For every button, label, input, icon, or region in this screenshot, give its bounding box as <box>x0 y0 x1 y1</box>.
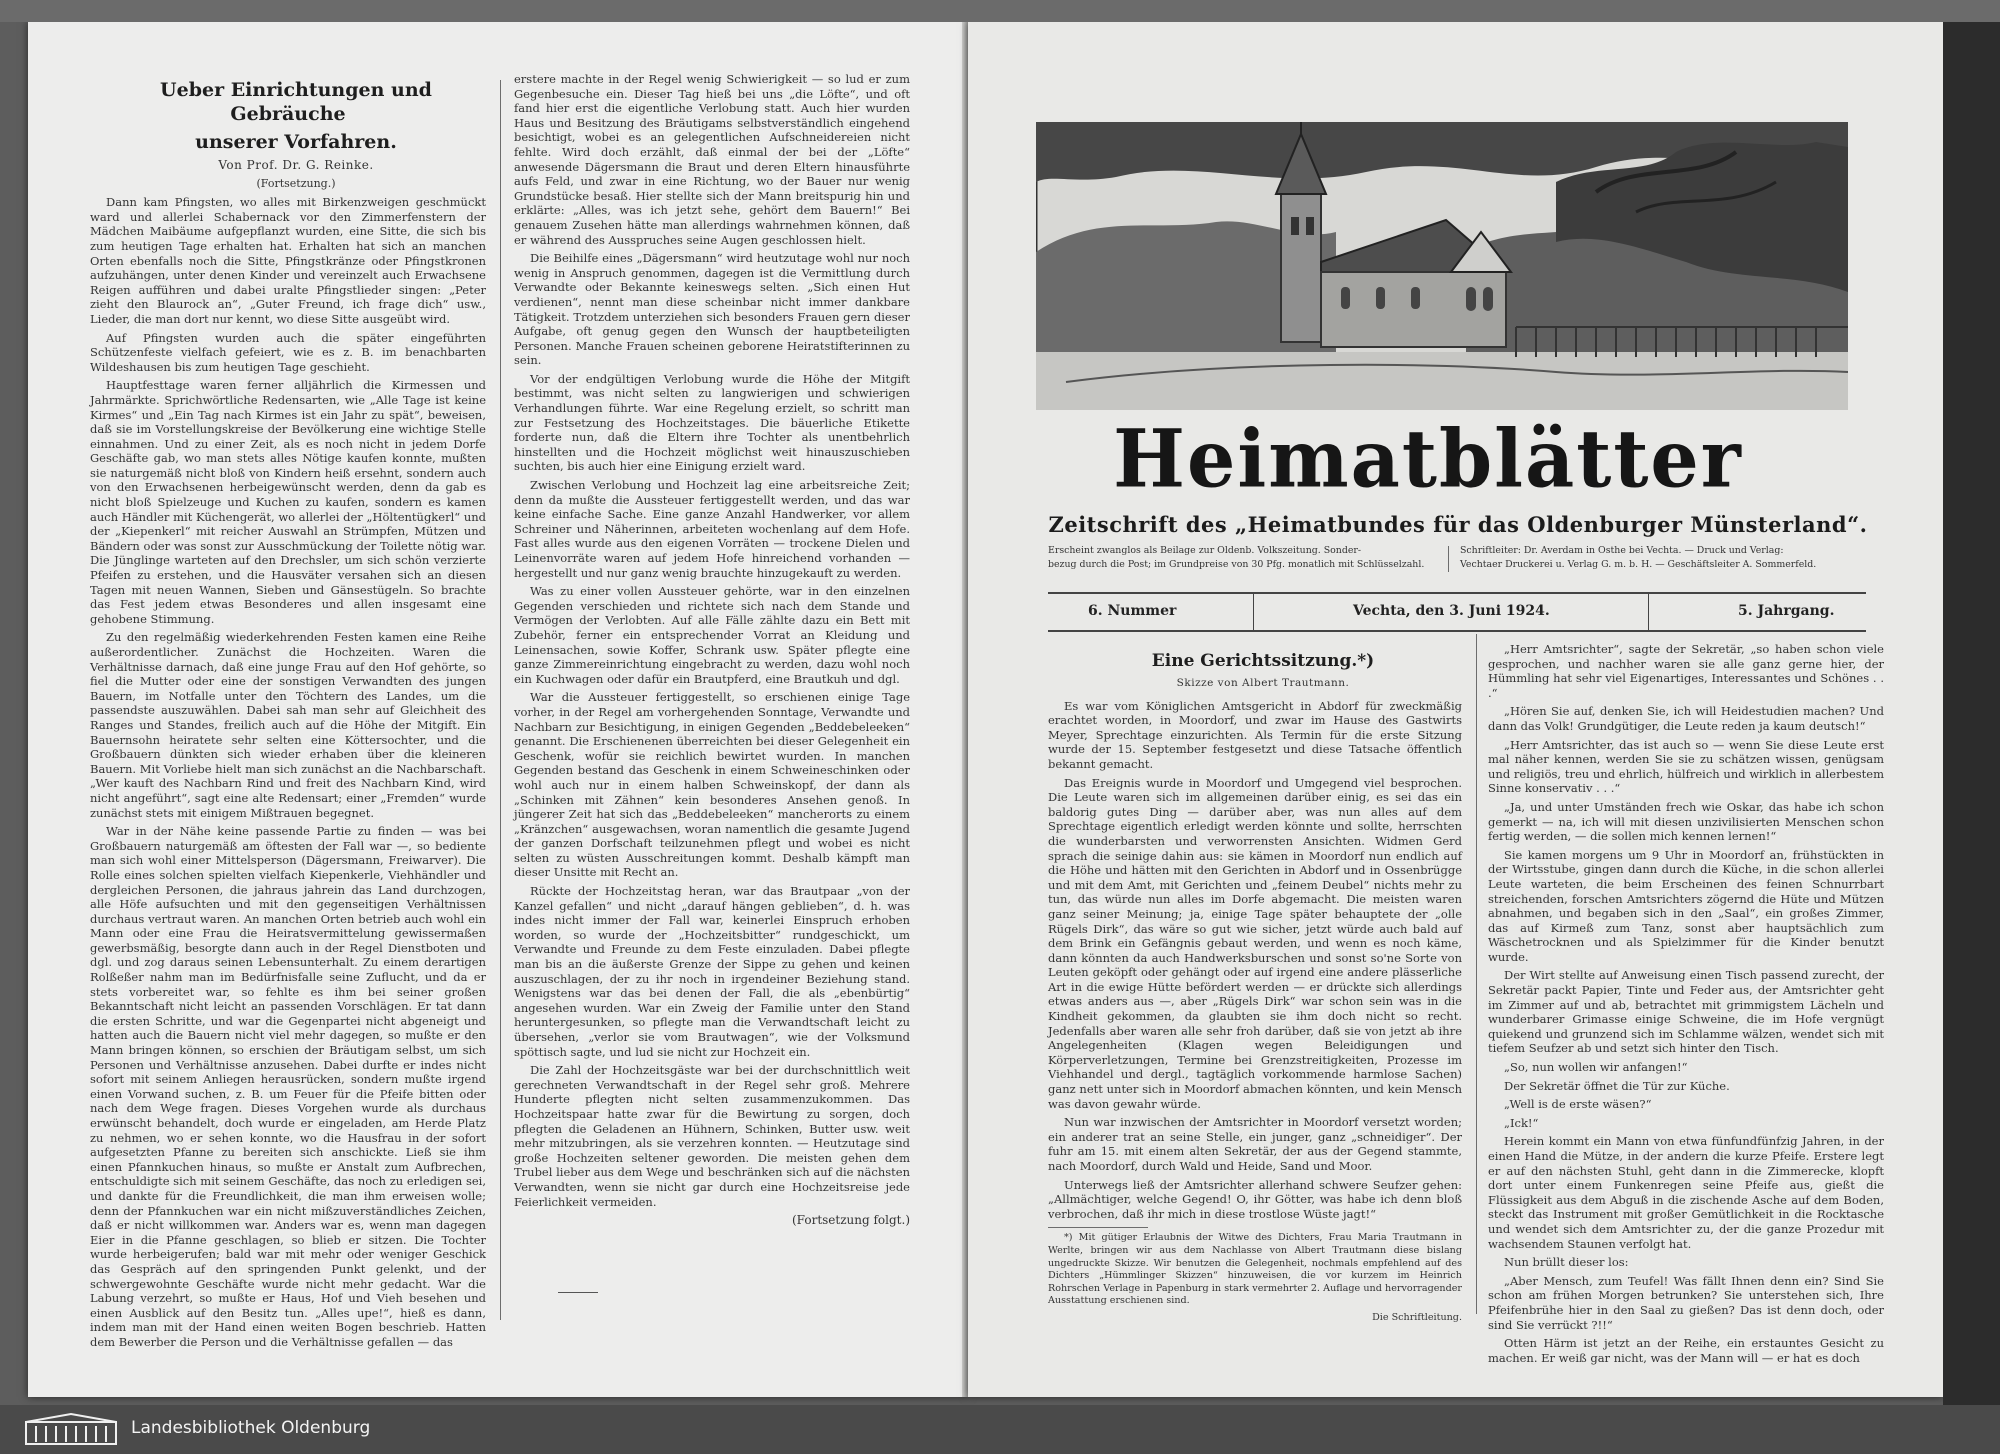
church-landscape-illustration <box>1036 122 1848 410</box>
story-byline: Skizze von Albert Trautmann. <box>1176 677 1350 689</box>
publication-info <box>1048 544 1438 572</box>
issue-divider <box>1253 594 1254 630</box>
footnote-signature: Die Schriftleitung. <box>1372 1311 1462 1323</box>
article-column-2 <box>514 72 910 1232</box>
paragraph: Unterwegs ließ der Amtsrichter allerhand schwere Seufzer gehen: „Allmächtiger, welche Gegend! O, ihr Götter, was habe ich denn bloß verbrochen, daß ihr mich in diese trostlose Wüste jagt!“ <box>1048 1177 1462 1221</box>
footer-label: Landesbibliothek Oldenburg <box>131 1418 371 1438</box>
paragraph: Der Wirt stellte auf Anweisung einen Tisch passend zurecht, der Sekretär packt Papier, Tinte und Feder aus, der Amtsrichter geht im Zimmer auf und ab, betrachtet mit grimmigstem Lächeln und wunderbarer Grimasse einige Schweine, die im Hofe vergnügt quiekend und grunzend sich im Schlamme wälzen, wendet sich mit tiefem Seufzer ab und setzt sich hinter den Tisch. <box>1488 968 1884 1056</box>
scan-edge-top <box>0 0 2000 22</box>
story-title: Eine Gerichtssitzung.*) <box>1151 651 1375 671</box>
paragraph: „Ick!“ <box>1504 1115 1539 1130</box>
scan-edge-right <box>1943 0 2000 1405</box>
library-building-icon <box>24 1412 118 1446</box>
paragraph: Nun brüllt dieser los: <box>1504 1255 1629 1270</box>
paragraph: Hauptfesttage waren ferner alljährlich die Kirmessen und Jahrmärkte. Sprichwörtliche Redensarten, wie „Alle Tage ist keine Kirmes“ und „Ein Tag nach Kirmes ist ein Jahr zu spät“, beweisen, daß sie im Vorstellungskreise der Bevölkerung eine wichtige Stelle einnahmen. Und zu einer Zeit, als es noch nicht in jedem Dorfe Geschäfte gab, wo man stets alles Nötige kaufen konnte, mußten sie naturgemäß nicht bloß von Kindern heiß ersehnt, sondern auch von den Erwachsenen herbeigewünscht werden, denn da gab es nicht bloß Spielzeuge und Kuchen zu kaufen, sondern es kamen auch Händler mit Küchengerät, wo allerlei der „Höltentügkerl“ und der „Kiepenkerl“ mit reicher Auswahl an Strümpfen, Mützen und Bändern oder was sonst zur Ausschmückung der Toilette nötig war. Die Jünglinge warteten auf den Drechsler, um sich schön verzierte Pfeifen zu erstehen, und die Hausväter versahen sich an diesen Tagen mit neuen Wannen, Sieben und Gänsestügeln. So brachte das Fest jedem etwas Besonderes und allen insgesamt eine gehobene Stimmung. <box>90 378 486 626</box>
article-continuation: (Fortsetzung.) <box>256 176 336 190</box>
paragraph: Die Zahl der Hochzeitsgäste war bei der durchschnittlich weit gerechneten Verwandtschaft in der Regel sehr groß. Mehrere Hunderte pflegten nicht selten zusammenzukommen. Das Hochzeitspaar hatte zwar für die Bewirtung zu sorgen, doch pflegten die Geladenen an Hühnern, Schinken, Butter usw. weit mehr mitzubringen, als sie verzehren konnten. — Heutzutage sind große Hochzeiten seltener geworden. Die meisten gehen dem Trubel lieber aus dem Wege und beschränken sich auf die nächsten Verwandten, wenn sie nicht gar durch eine Hochzeitsreise jede Feierlichkeit vermeiden. <box>514 1063 910 1209</box>
paragraph: Es war vom Königlichen Amtsgericht in Abdorf für zweckmäßig erachtet worden, in Moordorf, und zwar im Hause des Gastwirts Meyer, Sprechtage einzurichten. Als Termin für die erste Sitzung wurde der 15. September festgesetzt und diese Tatsache öffentlich bekannt gemacht. <box>1048 698 1462 771</box>
issue-year: 5. Jahrgang. <box>1738 603 1835 619</box>
paragraph: Der Sekretär öffnet die Tür zur Küche. <box>1504 1078 1730 1093</box>
paragraph: Zwischen Verlobung und Hochzeit lag eine arbeitsreiche Zeit; denn da mußte die Aussteuer fertiggestellt werden, und das war keine einfache Sache. Eine ganze Anzahl Handwerker, vor allem Schreiner und Näherinnen, arbeiteten wochenlang auf dem Hofe. Fast alles wurde aus den eigenen Vorräten — trockene Dielen und Leinenvorräte waren auf jedem Hofe hinreichend vorhanden — hergestellt und nur ganz wenig brauchte hinzugekauft zu werden. <box>514 478 910 580</box>
paragraph: War die Aussteuer fertiggestellt, so erschienen einige Tage vorher, in der Regel am vorhergehenden Sonntage, Verwandte und Nachbarn zur Besichtigung, in einigen Gegenden „Beddebeleeken“ genannt. Die Erschienenen überreichten bei dieser Gelegenheit ein Geschenk, wofür sie reichlich bewirtet wurden. In manchen Gegenden bestand das Geschenk in einem Schweineschinken oder wohl auch nur in einem halben Schweinskopf, der dann als „Schinken mit Zähnen“ kein besonderes Ansehen genoß. In jüngerer Zeit hat sich das „Beddebeleeken“ mancherorts zu einem „Kränzchen“ ausgewachsen, woran namentlich die gesamte Jugend der ganzen Dorfschaft teilzunehmen pflegt und wobei es nicht selten zu wüsten Ausschreitungen kommt. Deshalb kämpft man dieser Unsitte mit Recht an. <box>514 690 910 880</box>
column-divider <box>500 80 501 1320</box>
end-rule <box>558 1292 598 1293</box>
paragraph: Zu den regelmäßig wiederkehrenden Festen kamen eine Reihe außerordentlicher. Zunächst die Hochzeiten. Waren die Verhältnisse darnach, daß eine junge Frau auf den Hof gehörte, so fiel die Mutter oder eine der sonstigen Verwandten des jungen Bauern, im Notfalle unter den Töchtern des Landes, um die passendste auszuwählen. Dabei sah man sehr auf Gleichheit des Ranges und Standes, freilich auch auf die Höhe der Mitgift. Ein Bauernsohn heiratete sehr selten eine Köttersochter, und die Großbauern dünkten sich wieder erhaben über die kleineren Bauern. Mit Vorliebe hielt man sich zunächst an die Nachbarschaft. „Wer kauft des Nachbarn Rind und freit des Nachbarn Kind, wird nicht angeführt“, sagt eine alte Redensart; einer „Fremden“ wurde zunächst stets mit einigem Mißtrauen begegnet. <box>90 630 486 820</box>
issue-divider <box>1648 594 1649 630</box>
story-column-2 <box>1488 642 1884 1369</box>
issue-place-date: Vechta, den 3. Juni 1924. <box>1353 603 1550 619</box>
article-byline: Von Prof. Dr. G. Reinke. <box>218 158 374 172</box>
paragraph: „Hören Sie auf, denken Sie, ich will Heidestudien machen? Und dann das Volk! Grundgütiger, die Leute reden ja kaum deutsch!“ <box>1488 704 1884 733</box>
masthead-title: Heimatblätter <box>1113 411 1743 506</box>
left-page <box>28 22 968 1397</box>
paragraph: Herein kommt ein Mann von etwa fünfundfünfzig Jahren, in der einen Hand die Mütze, in der andern die kurze Pfeife. Erstere legt er auf den nächsten Stuhl, geht dann in die Zimmerecke, klopft dort unter einem Funkenregen seine Pfeife aus, gießt die Flüssigkeit aus dem Abguß in die zischende Asche auf dem Boden, steckt das Instrument mit großer Gemütlichkeit in die Rocktasche und wendet sich dem Amtsrichter zu, der die ganze Prozedur mit wachsendem Staunen verfolgt hat. <box>1488 1134 1884 1251</box>
paragraph: Die Beihilfe eines „Dägersmann“ wird heutzutage wohl nur noch wenig in Anspruch genommen, dagegen ist die Vermittlung durch Verwandte oder Bekannte keineswegs selten. „Sich einen Hut verdienen“, nennt man diese scheinbar nicht immer dankbare Tätigkeit. Trotzdem unterziehen sich besonders Frauen gern dieser Aufgabe, oft genug gegen den Wunsch der hauptbeteiligten Personen. Manche Frauen scheinen geborene Heiratstifterinnen zu sein. <box>514 251 910 368</box>
paragraph: Auf Pfingsten wurden auch die später eingeführten Schützenfeste vielfach gefeiert, wie es z. B. im benachbarten Wildeshausen bis zum heutigen Tage geschieht. <box>90 330 486 374</box>
publication-info-line2: bezug durch die Post; im Grundpreise von 30 Pfg. monatlich mit Schlüsselzahl. <box>1048 559 1425 570</box>
paragraph: „Aber Mensch, zum Teufel! Was fällt Ihnen denn ein? Sind Sie schon am frühen Morgen betrunken? Sie unterstehen sich, Ihre Pfeifenbrühe hier in den Saal zu gießen? Das ist denn doch, oder sind Sie verrückt ?!!“ <box>1488 1273 1884 1332</box>
paragraph: Das Ereignis wurde in Moordorf und Umgegend viel besprochen. Die Leute waren sich im allgemeinen darüber einig, es sei das ein baldorig gutes Ding — darüber aber, was nun alles auf dem Sprechtage eigentlich erledigt werden könnte und sollte, herrschten die wunderbarsten und verworrensten Ansichten. Widmen Gerd sprach die seinige dahin aus: sie kämen in Moordorf nun endlich auf die Höhe und hätten mit den Gerichten in Abdorf und in Ossenbrügge und mit dem Amt, mit Gerichten und „feinem Deubel“ nichts mehr zu tun, das würde nun alles im Dorfe abgemacht. Die meisten waren ganz seiner Meinung; ja, einige Tage später behauptete der „olle Rügels Dirk“, das wäre so gut wie sicher, jetzt würde auch bald auf dem Brink ein Gefängnis gebaut werden, und wenn es noch käme, dann könnten da auch Handwerksburschen und sonst so'ne Sorte von Leuten geköpft oder gehängt oder auf irgend eine andere plässerliche Art in die ewige Hütte befördert werden — er drückte sich allerdings etwas anders aus —, aber „Rügels Dirk“ war schon sein was in die Kindheit gekommen, da glaubten sie ihm doch nicht so recht. Jedenfalls aber waren alle sehr froh darüber, daß sie von jetzt ab ihre Angelegenheiten (Klagen wegen Beleidigungen und Körperverletzungen, Termine bei Grenzstreitigkeiten, Prozesse im Viehhandel und dergl., tagtäglich vorkommende harmlose Sachen) ganz nett unter sich in Moordorf abmachen könnten, und kein Mensch was davon gewahr würde. <box>1048 775 1462 1111</box>
editor-info-line2: Vechtaer Druckerei u. Verlag G. m. b. H. — Geschäftsleiter A. Sommerfeld. <box>1460 559 1817 570</box>
article-column-1 <box>90 78 486 1354</box>
right-page <box>968 22 1943 1397</box>
paragraph: Was zu einer vollen Aussteuer gehörte, war in den einzelnen Gegenden verschieden und richtete sich nach dem Stande und Vermögen der Verlobten. Auf alle Fälle zählte dazu ein Bett mit Zubehör, ferner ein entsprechender Vorrat an Kleidung und Leinensachen, sowie Koffer, Schrank usw. Später pflegte eine ganze Zimmereinrichtung eingebracht zu werden, dazu wohl noch ein Kuchwagen oder dafür ein Brautpferd, eine Brautkuh und dgl. <box>514 584 910 686</box>
issue-number: 6. Nummer <box>1088 603 1177 619</box>
editor-info-line1: Schriftleiter: Dr. Averdam in Osthe bei Vechta. — Druck und Verlag: <box>1460 545 1784 556</box>
paragraph: „Ja, und unter Umständen frech wie Oskar, das habe ich schon gemerkt — na, ich will mit diesen unzivilisierten Menschen schon fertig werden, — die sollen mich kennen lernen!“ <box>1488 799 1884 844</box>
paragraph: Sie kamen morgens um 9 Uhr in Moordorf an, frühstückten in der Wirtsstube, gingen dann durch die Küche, in die schon allerlei Leute warteten, die beim Erscheinen des feinen Schnurrbart streichenden, forschen Amtsrichters zögernd die Hüte und Mützen abnahmen, und begaben sich in den „Saal“, ein großes Zimmer, das auf Kirmeß zum Tanz, sonst aber hauptsächlich zum Wäschetrocknen und als Spielzimmer für die Kinder benutzt wurde. <box>1488 847 1884 964</box>
info-divider <box>1448 546 1449 572</box>
footnote: *) Mit gütiger Erlaubnis der Witwe des Dichters, Frau Maria Trautmann in Werlte, bringen wir aus dem Nachlasse von Albert Trautmann diese bislang ungedruckte Skizze. Wir benutzen die Gelegenheit, nochmals empfehlend auf des Dichters „Hümmlinger Skizzen“ hinzuweisen, die vor kurzem im Heinrich Rohrschen Verlage in Papenburg in stark vermehrter 2. Auflage und hervorragender Ausstattung erschienen sind. <box>1048 1232 1462 1307</box>
paragraph: „Well is de erste wäsen?“ <box>1504 1097 1652 1112</box>
paragraph: Dann kam Pfingsten, wo alles mit Birkenzweigen geschmückt ward und allerlei Schabernack vor den Zimmerfenstern der Mädchen Maibäume aufgepflanzt wurden, eine Sitte, die sich bis zum heutigen Tage erhalten hat. Erhalten hat sich an manchen Orten ebenfalls noch die Sitte, Pfingstkränze oder Pfingstkronen aufzuhängen, unter denen Kinder und vereinzelt auch Erwachsene Reigen aufführen und dabei uralte Pfingstlieder singen: „Peter zieht den Blaurock an“, „Guter Freund, ich frage dich“ usw., Lieder, die man dort nur kennt, wo diese Sitte ausgeübt wird. <box>90 195 486 326</box>
issue-bar <box>1048 592 1866 632</box>
paragraph: „Herr Amtsrichter, das ist auch so — wenn Sie diese Leute erst mal näher kennen, werden Sie sie zu schätzen wissen, genügsam und religiös, treu und ehrlich, hülfreich und wirklich in allerbestem Sinne konservativ . . .“ <box>1488 737 1884 796</box>
paragraph: Otten Härm ist jetzt an der Reihe, ein erstauntes Gesicht zu machen. Er weiß gar nicht, was der Mann will — er hat es doch <box>1488 1336 1884 1365</box>
to-be-continued-note: (Fortsetzung folgt.) <box>792 1213 910 1228</box>
paragraph: erstere machte in der Regel wenig Schwierigkeit — so lud er zum Gegenbesuche ein. Dieser Tag hieß bei uns „die Löfte“, und oft fand hier erst die eigentliche Verlobung statt. Auch hier wurden Haus und Besitzung des Bräutigams selbstverständlich eingehend besichtigt, wobei es an gelegentlichen Aufschneidereien nicht fehlte. Wird doch erzählt, daß einmal der bei der „Löfte“ anwesende Dägersmann die Braut und deren Eltern hinausführte aufs Feld, und zwar in eine Richtung, wo der Bauer nur wenig Grundstücke besaß. Hier stellte sich der Mann breitspurig hin und erklärte: „Alles, was ich jetzt sehe, gehört dem Bauern!“ Bei genauem Zusehen hätte man allerdings wahrnehmen können, daß er während des Ausspruches seine Augen geschlossen hielt. <box>514 72 910 247</box>
column-divider <box>1476 634 1477 1314</box>
article-title-line2: unserer Vorfahren. <box>195 131 397 153</box>
footnote-rule <box>1048 1227 1148 1228</box>
paragraph: War in der Nähe keine passende Partie zu finden — was bei Großbauern naturgemäß am öftesten der Fall war —, so bediente man sich wohl einer Mittelsperson (Dägersmann, Freiwarver). Die Rolle eines solchen spielten vielfach Kiepenkerle, Viehhändler und dergleichen Personen, die jahraus jahrein das Land durchzogen, alle Höfe aufsuchten und mit den gegenseitigen Verhältnissen durchaus vertraut waren. An manchen Orten betrieb auch wohl ein Mann oder eine Frau die Heiratsvermittelung gewissermaßen gewerbsmäßig, besorgte dann auch in der Regel Dienstboten und dgl. und zog daraus seinen Lebensunterhalt. Zu einem derartigen Rolßeßer nahm man im Bedürfnisfalle seine Zuflucht, und da er stets vorbereitet war, so fehlte es ihm bei seiner großen Bekanntschaft nicht leicht an passenden Vorschlägen. Er tat dann die ersten Schritte, und war die Gegenpartei nicht abgeneigt und hatten auch die Bauern nicht viel mehr dagegen, so mußte er den Mann bringen können, so erschien der Bräutigam selbst, um sich Personen und Verhältnisse anzusehen. Dabei durfte er indes nicht sofort mit seinem Anliegen herausrücken, sondern mußte irgend einen Vorwand suchen, z. B. um Feuer für die Pfeife bitten oder nach dem Wege fragen. Dieses Vorgehen wurde als durchaus erwünscht behandelt, doch wurde er eingeladen, am Herde Platz zu nehmen, wo er sehen konnte, wo die Hausfrau in der sofort aufgesetzten Pfanne zu bereiten sich anschickte. Ließ sie ihm einen Pfannkuchen hinaus, so mußte er Anstalt zum Aufbrechen, entschuldigte sich mit seinem Geschäfte, das noch zu erledigen sei, und dankte für die Freundlichkeit, die man ihm erweisen wolle; denn der Pfannkuchen war ein nicht mißzuverständliches Zeichen, daß er nicht willkommen war. Anders war es, wenn man dagegen Eier in die Pfanne geschlagen, so blieb er sitzen. Die Tochter wurde herbeigerufen; bald war mit mehr oder weniger Geschick das Gespräch auf den springenden Punkt gelenkt, und der schwergewohnte Geschäfte wurde nicht mehr gedacht. War die Labung verzehrt, so mußte er Haus, Hof und Vieh besehen und einen Ausblick auf den Besitz tun. „Alles upe!“, hieß es dann, indem man mit der Hand einen weiten Bogen beschrieb. Hatten dem Bewerber die Person und die Verhältnisse gefallen — das <box>90 824 486 1349</box>
article-title-line1: Ueber Einrichtungen und Gebräuche <box>160 79 432 125</box>
editor-info <box>1460 544 1870 572</box>
paragraph: „Herr Amtsrichter“, sagte der Sekretär, „so haben schon viele gesprochen, und nachher waren sie alle ganz gerne hier, der Hümmling hat sehr viel Eigenartiges, Interessantes und Schönes . . .“ <box>1488 642 1884 700</box>
paragraph: Nun war inzwischen der Amtsrichter in Moordorf versetzt worden; ein anderer trat an seine Stelle, ein junger, ganz „schneidiger“. Der fuhr am 15. mit einem alten Sekretär, der aus der Gegend stammte, nach Moordorf, durch Wald und Heide, Sand und Moor. <box>1048 1115 1462 1173</box>
story-column-1 <box>1048 650 1462 1329</box>
publication-info-line1: Erscheint zwanglos als Beilage zur Oldenb. Volkszeitung. Sonder- <box>1048 545 1362 556</box>
paragraph: „So, nun wollen wir anfangen!“ <box>1504 1060 1688 1075</box>
paragraph: Vor der endgültigen Verlobung wurde die Höhe der Mitgift bestimmt, was nicht selten zu langwierigen und schwierigen Verhandlungen führte. War eine Regelung erzielt, so schritt man zur Festsetzung des Hochzeitstages. Die bäuerliche Etikette forderte nun, daß die Eltern ihre Tochter als unentbehrlich hinstellten und die Hochzeit möglichst weit hinauszuschieben suchten, bis auch hier eine Einigung erzielt ward. <box>514 371 910 474</box>
paragraph: Rückte der Hochzeitstag heran, war das Brautpaar „von der Kanzel gefallen“ und nicht „darauf hängen geblieben“, d. h. was indes nicht immer der Fall war, keinerlei Einspruch erhoben worden, so wurde der „Hochzeitsbitter“ rundgeschickt, um Verwandte und Freunde zu dem Feste einzuladen. Dabei pflegte man bis an die äußerste Grenze der Sippe zu gehen und keinen auszuschlagen, der zu ihr noch in irgendeiner Beziehung stand. Wenigstens war das bei denen der Fall, die als „ebenbürtig“ angesehen wurden. War ein Zweig der Familie unter den Stand heruntergesunken, so pflegte man die Verwandtschaft leicht zu übersehen, „verlor sie vom Brautwagen“, wie der Volksmund spöttisch sagte, und lud sie nicht zur Hochzeit ein. <box>514 884 910 1059</box>
masthead-subtitle: Zeitschrift des „Heimatbundes für das Oldenburger Münsterland“. <box>1048 512 1868 537</box>
